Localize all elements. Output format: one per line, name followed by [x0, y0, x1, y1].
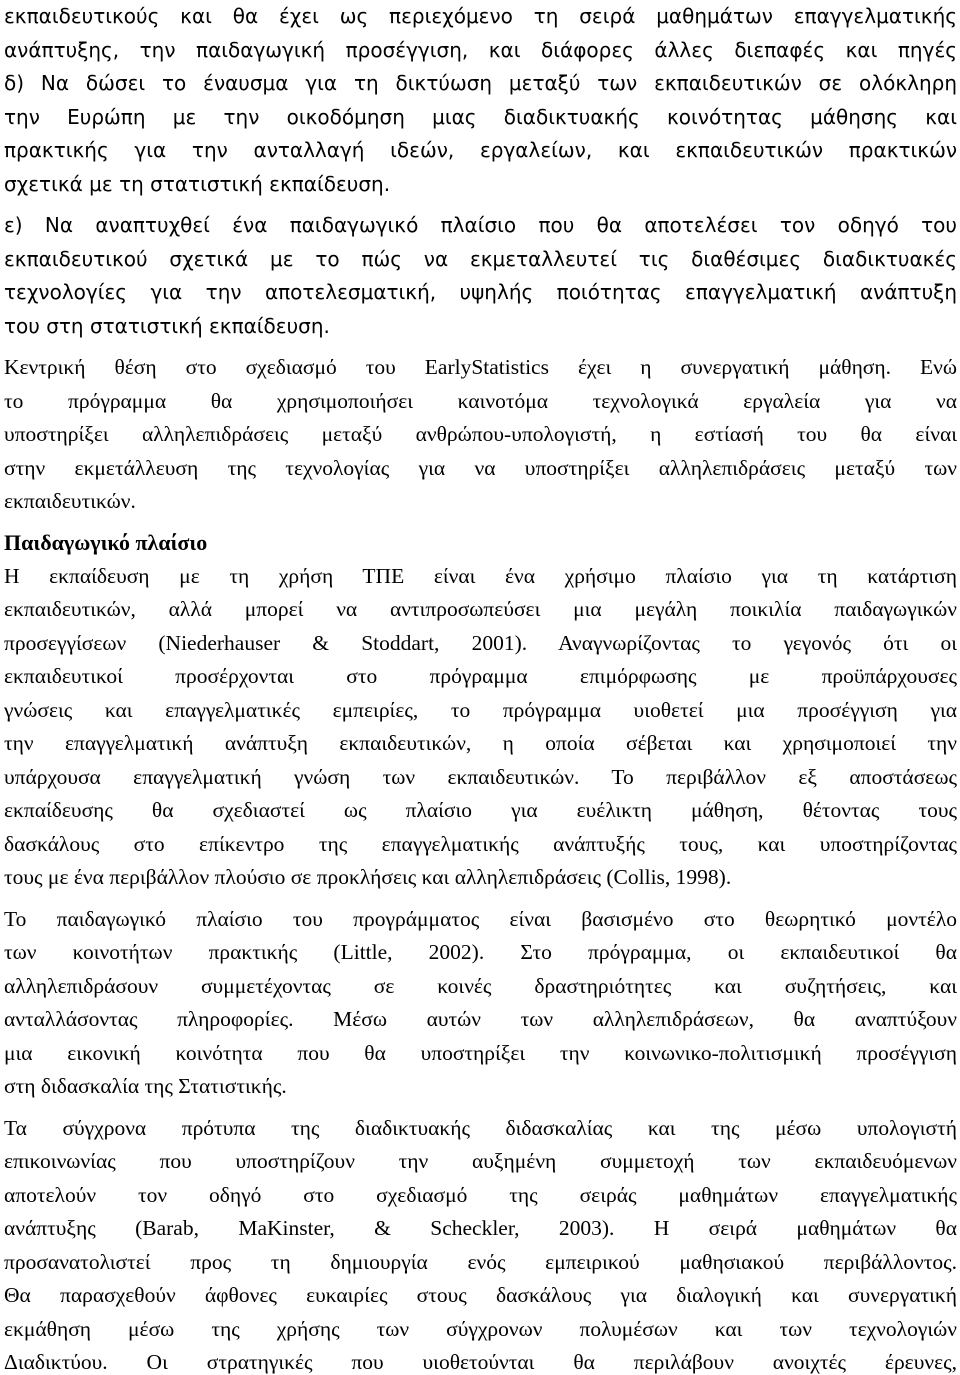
text-line: εκπαιδευτικού σχετικά με το πώς να εκμεταλλευτεί τις διαθέσιμες διαδικτυακές — [4, 246, 957, 271]
text-line: Διαδικτύου. Οι στρατηγικές που υιοθετούνται θα περιλάβουν ανοιχτές έρευνες, — [4, 1350, 957, 1374]
text-line: ανάπτυξης (Barab, MaKinster, & Scheckler, 2003). Η σειρά μαθημάτων θα — [4, 1216, 957, 1240]
text-line: στη διδασκαλία της Στατιστικής. — [4, 1074, 287, 1098]
text-line: Τα σύγχρονα πρότυπα της διαδικτυακής διδασκαλίας και της μέσω υπολογιστή — [4, 1115, 957, 1140]
text-line: αποτελούν τον οδηγό στο σχεδιασμό της σειράς μαθημάτων επαγγελματικής — [4, 1182, 957, 1207]
text-line: στην εκμετάλλευση της τεχνολογίας για να υποστηρίξει αλληλεπιδράσεις μεταξύ των — [4, 455, 957, 480]
text-line: επικοινωνίας που υποστηρίζουν την αυξημένη συμμετοχή των εκπαιδευόμενων — [4, 1149, 957, 1173]
text-line: τεχνολογίες για την αποτελεσματική, υψηλής ποιότητας επαγγελματική ανάπτυξη — [4, 280, 957, 304]
text-line: εκπαιδευτικών, αλλά μπορεί να αντιπροσωπεύσει μια μεγάλη ποικιλία παιδαγωγικών — [4, 597, 957, 621]
item-e — [4, 209, 957, 343]
paragraph-1 — [4, 560, 957, 895]
text-line: δασκάλους στο επίκεντρο της επαγγελματικής ανάπτυξής τους, και υποστηρίζοντας — [4, 831, 957, 856]
text-line: προσεγγίσεων (Niederhauser & Stoddart, 2001). Αναγνωρίζοντας το γεγονός ότι οι — [4, 630, 957, 655]
text-line: προσανατολιστεί προς τη δημιουργία ενός εμπειρικού μαθησιακού περιβάλλοντος. — [4, 1249, 957, 1274]
text-line: ε) Να αναπτυχθεί ένα παιδαγωγικό πλαίσιο που θα αποτελέσει τον οδηγό του — [4, 213, 957, 237]
text-line: υπάρχουσα επαγγελματική γνώση των εκπαιδευτικών. Το περιβάλλον εξ αποστάσεως — [4, 764, 957, 789]
text-line: σχετικά με τη στατιστική εκπαίδευση. — [4, 171, 391, 196]
text-line: Το παιδαγωγικό πλαίσιο του προγράμματος είναι βασισμένο στο θεωρητικό μοντέλο — [4, 906, 957, 931]
central-paragraph — [4, 351, 957, 519]
text-line: την επαγγελματική ανάπτυξη εκπαιδευτικών, η οποία σέβεται και χρησιμοποιεί την — [4, 731, 957, 755]
text-line: εκπαιδευτικών. — [4, 489, 136, 513]
text-line: εκμάθηση μέσω της χρήσης των σύγχρονων πολυμέσων και των τεχνολογιών — [4, 1316, 957, 1341]
text-line: δ) Να δώσει το έναυσμα για τη δικτύωση μεταξύ των εκπαιδευτικών σε ολόκληρη — [4, 71, 957, 95]
text-line: ανταλλάσοντας πληροφορίες. Μέσω αυτών των αλληλεπιδράσεων, θα αναπτύξουν — [4, 1007, 957, 1031]
text-line: πρακτικής για την ανταλλαγή ιδεών, εργαλείων, και εκπαιδευτικών πρακτικών — [4, 138, 957, 162]
text-line: μια εικονική κοινότητα που θα υποστηρίξει την κοινωνικο-πολιτισμική προσέγγιση — [4, 1040, 957, 1065]
text-line: των κοινοτήτων πρακτικής (Little, 2002). Στο πρόγραμμα, οι εκπαιδευτικοί θα — [4, 940, 957, 964]
paragraph-2 — [4, 903, 957, 1104]
paragraph-3 — [4, 1112, 957, 1375]
text-line: εκπαιδευτικούς και θα έχει ως περιεχόμενο τη σειρά μαθημάτων επαγγελματικής — [4, 4, 957, 28]
text-line: του στη στατιστική εκπαίδευση. — [4, 313, 330, 338]
text-line: Η εκπαίδευση με τη χρήση ΤΠΕ είναι ένα χρήσιμο πλαίσιο για τη κατάρτιση — [4, 563, 957, 588]
text-line: Κεντρική θέση στο σχεδιασμό του EarlyStatistics έχει η συνεργατική μάθηση. Ενώ — [4, 355, 957, 379]
text-line: την Ευρώπη με την οικοδόμηση μιας διαδικτυακής κοινότητας μάθησης και — [4, 104, 957, 129]
text-line: εκπαίδευσης θα σχεδιαστεί ως πλαίσιο για ευέλικτη μάθηση, θέτοντας τους — [4, 798, 957, 822]
text-line: το πρόγραμμα θα χρησιμοποιήσει καινοτόμα τεχνολογικά εργαλεία για να — [4, 388, 957, 413]
section-heading: Παιδαγωγικό πλαίσιο — [4, 529, 208, 555]
text-line: ανάπτυξης, την παιδαγωγική προσέγγιση, και διάφορες άλλες διεπαφές και πηγές — [4, 37, 957, 62]
text-line: τους με ένα περιβάλλον πλούσιο σε προκλήσεις και αλληλεπιδράσεις (Collis, 1998). — [4, 865, 732, 889]
item-d — [4, 67, 957, 201]
text-line: αλληλεπιδράσουν συμμετέχοντας σε κοινές δραστηριότητες και συζητήσεις, και — [4, 973, 957, 998]
text-line: Θα παρασχεθούν άφθονες ευκαιρίες στους δασκάλους για διαλογική και συνεργατική — [4, 1283, 957, 1307]
text-line: υποστηρίξει αλληλεπιδράσεις μεταξύ ανθρώπου-υπολογιστή, η εστίασή του θα είναι — [4, 422, 957, 446]
text-line: εκπαιδευτικοί προσέρχονται στο πρόγραμμα επιμόρφωσης με προϋπάρχουσες — [4, 664, 957, 688]
text-line: γνώσεις και επαγγελματικές εμπειρίες, το πρόγραμμα υιοθετεί μια προσέγγιση για — [4, 697, 957, 722]
continuation-block — [4, 0, 957, 67]
